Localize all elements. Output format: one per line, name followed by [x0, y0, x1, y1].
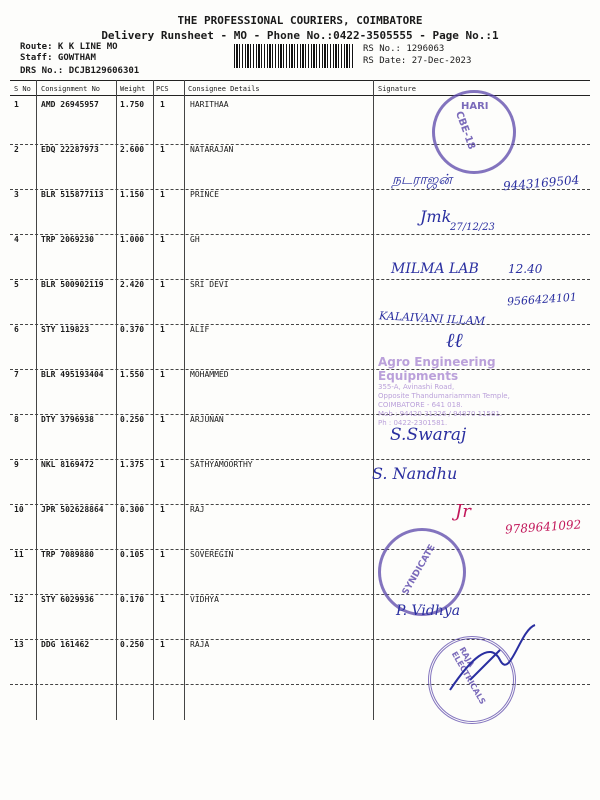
handwritten-phone-4: 9566424101 — [506, 290, 578, 309]
cell-sno: 12 — [14, 595, 24, 604]
handwritten-sig-5: KALAIVANI ILLAM — [378, 309, 486, 328]
cell-pcs: 1 — [160, 325, 165, 334]
cell-consignee: SOVEREGIN — [190, 550, 234, 559]
cell-pcs: 1 — [160, 235, 165, 244]
cell-consignment: BLR 495193404 — [41, 370, 104, 379]
handwritten-sig-6: ℓℓ — [446, 328, 463, 352]
cell-sno: 6 — [14, 325, 19, 334]
row-separator — [10, 459, 590, 460]
cell-consignment: DTY 3796938 — [41, 415, 94, 424]
electricals-stamp: RAJA ELECTRICALS — [428, 636, 516, 724]
col-divider — [153, 80, 154, 720]
handwritten-sig-12: P. Vidhya — [396, 603, 461, 619]
cell-pcs: 1 — [160, 595, 165, 604]
cell-consignee: PRINCE — [190, 190, 219, 199]
cell-weight: 1.750 — [120, 100, 145, 109]
cell-weight: 1.550 — [120, 370, 145, 379]
cell-pcs: 1 — [160, 640, 165, 649]
cell-pcs: 1 — [160, 370, 165, 379]
cell-weight: 0.170 — [120, 595, 145, 604]
cell-sno: 3 — [14, 190, 19, 199]
cell-consignment: TRP 7089880 — [41, 550, 94, 559]
drs-number: DRS No.: DCJB129606301 — [20, 66, 140, 76]
cell-consignment: JPR 502628864 — [41, 505, 104, 514]
cell-sno: 4 — [14, 235, 19, 244]
handwritten-sig-13 — [440, 620, 540, 700]
cell-weight: 0.250 — [120, 415, 145, 424]
handwritten-phone-2: 9443169504 — [502, 172, 580, 194]
cell-consignee: RAJ — [190, 505, 205, 514]
cell-consignee: ARJUNAN — [190, 415, 224, 424]
cell-consignee: NATARAJAN — [190, 145, 234, 154]
cell-weight: 2.600 — [120, 145, 145, 154]
rs-number: RS No.: 1296063 — [363, 44, 445, 54]
handwritten-sig-8: S.Swaraj — [390, 425, 467, 445]
cell-consignee: SRI DEVI — [190, 280, 229, 289]
cell-weight: 0.250 — [120, 640, 145, 649]
cell-pcs: 1 — [160, 190, 165, 199]
staff: Staff: GOWTHAM — [20, 53, 96, 63]
cell-weight: 1.000 — [120, 235, 145, 244]
col-header-pcs: PCS — [156, 85, 169, 93]
col-header-weight: Weight — [120, 85, 146, 93]
row-separator — [10, 234, 590, 235]
cell-weight: 0.105 — [120, 550, 145, 559]
cell-consignee: HARITHAA — [190, 100, 229, 109]
cell-sno: 5 — [14, 280, 19, 289]
col-divider — [36, 80, 37, 720]
cell-pcs: 1 — [160, 550, 165, 559]
cell-pcs: 1 — [160, 100, 165, 109]
cell-consignment: BLR 500902119 — [41, 280, 104, 289]
cell-consignment: STY 119823 — [41, 325, 90, 334]
cell-sno: 1 — [14, 100, 19, 109]
row-separator — [10, 324, 590, 325]
cell-sno: 2 — [14, 145, 19, 154]
cell-pcs: 1 — [160, 280, 165, 289]
cell-pcs: 1 — [160, 415, 165, 424]
handwritten-sig-4: MILMA LAB — [391, 261, 479, 277]
cell-consignment: TRP 2069230 — [41, 235, 94, 244]
cell-sno: 7 — [14, 370, 19, 379]
col-divider — [373, 80, 374, 720]
agro-stamp: Agro Engineering Equipments 355-A, Avinashi Road, Opposite Thandumariamman Temple, COIMBATORE - 641 018. Mob : 94420 31326 / 94870 11581. Ph : 0422-2301581. — [378, 355, 510, 427]
cell-consignee: SATHYAMOORTHY — [190, 460, 253, 469]
cell-sno: 11 — [14, 550, 24, 559]
cell-consignee: MOHAMMED — [190, 370, 229, 379]
table-top-border — [10, 80, 590, 81]
handwritten-sig-3: Jmk — [420, 207, 452, 226]
cell-consignment: DDG 161462 — [41, 640, 90, 649]
cell-pcs: 1 — [160, 460, 165, 469]
rs-date: RS Date: 27-Dec-2023 — [363, 56, 472, 66]
cell-pcs: 1 — [160, 145, 165, 154]
col-header-consignment: Consignment No — [41, 85, 101, 93]
route: Route: K K LINE MO — [20, 42, 118, 52]
cell-consignee: ALIF — [190, 325, 210, 334]
cell-sno: 9 — [14, 460, 19, 469]
runsheet-subtitle: Delivery Runsheet - MO - Phone No.:0422-3505555 - Page No.:1 — [101, 29, 499, 42]
handwritten-time-4: 12.40 — [508, 262, 543, 276]
cell-sno: 8 — [14, 415, 19, 424]
runsheet-title: THE PROFESSIONAL COURIERS, COIMBATORE — [177, 14, 423, 27]
handwritten-sig-9: S. Nandhu — [372, 464, 458, 483]
cell-consignment: AMD 26945957 — [41, 100, 99, 109]
handwritten-sig-2: நடராஜன் — [392, 172, 452, 188]
cell-consignment: BLR 515877113 — [41, 190, 104, 199]
cell-consignment: STY 6029936 — [41, 595, 94, 604]
row-separator — [10, 549, 590, 550]
row-separator — [10, 594, 590, 595]
cell-consignment: NKL 8169472 — [41, 460, 94, 469]
company-stamp: HARI CBE-18 — [432, 90, 516, 174]
cell-sno: 10 — [14, 505, 24, 514]
cell-weight: 2.420 — [120, 280, 145, 289]
handwritten-phone-10: 9789641092 — [504, 517, 582, 537]
col-header-signature: Signature — [378, 85, 416, 93]
handwritten-sig-10: Jr — [455, 501, 471, 522]
cell-sno: 13 — [14, 640, 24, 649]
header-bottom-border — [10, 95, 590, 96]
cell-pcs: 1 — [160, 505, 165, 514]
cell-consignee: GH — [190, 235, 200, 244]
cell-consignment: EDQ 22287973 — [41, 145, 99, 154]
col-divider — [184, 80, 185, 720]
col-header-consignee: Consignee Details — [188, 85, 260, 93]
barcode — [234, 44, 354, 68]
handwritten-date-3: 27/12/23 — [450, 222, 495, 233]
cell-weight: 0.370 — [120, 325, 145, 334]
cell-weight: 1.375 — [120, 460, 145, 469]
cell-consignee: RAJA — [190, 640, 210, 649]
cell-weight: 1.150 — [120, 190, 145, 199]
col-header-sno: S No — [14, 85, 31, 93]
syndicate-stamp: SYNDICATE — [378, 528, 466, 616]
cell-consignee: VIDHYA — [190, 595, 219, 604]
cell-weight: 0.300 — [120, 505, 145, 514]
col-divider — [116, 80, 117, 720]
